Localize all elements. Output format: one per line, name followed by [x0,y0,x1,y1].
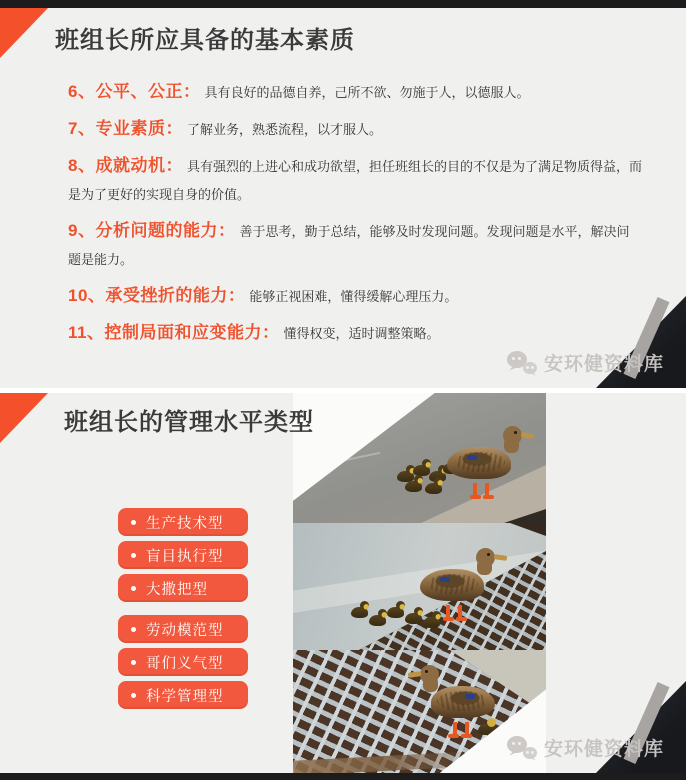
list-item [68,217,642,274]
type-button-label: 大撒把型 [146,581,208,598]
wechat-icon [507,351,537,375]
item-number-label: 10、承受挫折的能力： [68,286,246,305]
item-number-label: 7、专业素质： [68,119,183,138]
photo-duck-family-at-grate [293,523,546,650]
type-button-label: 生产技术型 [146,515,224,532]
accent-triangle-icon [0,393,48,443]
bullet-dot-icon [131,586,136,591]
slide1-title: 班组长所应具备的基本素质 [55,27,355,54]
type-button-model-worker[interactable] [118,615,248,643]
bullet-dot-icon [131,693,136,698]
type-button-buddy-loyalty[interactable] [118,648,248,676]
watermark [507,349,664,376]
top-border-bar [0,0,686,8]
item-text: 具有强烈的上进心和成功欲望，担任班组长的目的不仅是为了满足物质得益，而是为了更好的实现自身的价值。 [68,159,642,202]
type-button-production-tech[interactable] [118,508,248,536]
accent-triangle-icon [0,8,48,58]
item-text: 了解业务，熟悉流程，以才服人。 [186,122,382,137]
duck-photo-column [293,393,546,773]
duckling-figure [425,479,442,494]
bullet-dot-icon [131,627,136,632]
type-button-label: 劳动模范型 [146,622,224,639]
item-number-label: 9、分析问题的能力： [68,221,236,240]
type-button-label: 盲目执行型 [146,548,224,565]
quality-item-list [68,78,642,356]
type-button-list [118,508,248,714]
item-text: 懂得权变，适时调整策略。 [283,326,440,341]
duckling-figure [405,477,422,492]
list-item [68,115,642,144]
item-number-label: 6、公平、公正： [68,82,201,101]
bullet-dot-icon [131,520,136,525]
item-text: 善于思考，勤于总结，能够及时发现问题。发现问题是水平，解决问题是能力。 [68,224,630,267]
duckling-figure [351,603,368,618]
type-button-blind-execution[interactable] [118,541,248,569]
item-text: 能够正视困难，懂得缓解心理压力。 [249,289,458,304]
item-number-label: 8、成就动机： [68,156,183,175]
item-number-label: 11、控制局面和应变能力： [68,323,280,342]
list-item [68,282,642,311]
item-text: 具有良好的品德自养，己所不欲、勿施于人，以德服人。 [204,85,530,100]
type-button-label: 科学管理型 [146,688,224,705]
bullet-dot-icon [131,660,136,665]
list-item [68,152,642,209]
mother-duck-figure [418,547,504,621]
bullet-dot-icon [131,553,136,558]
type-button-label: 哥们义气型 [146,655,224,672]
watermark-text: 安环健资料库 [543,354,664,375]
photo-duck-family-crossing [293,393,546,523]
duckling-figure [369,611,386,626]
bottom-border-bar [0,773,686,780]
wechat-icon [507,736,537,760]
mother-duck-figure [445,425,531,499]
slide2-title: 班组长的管理水平类型 [64,409,314,436]
watermark-text: 安环健资料库 [543,739,664,760]
type-button-scientific-management[interactable] [118,681,248,709]
watermark [507,734,664,761]
list-item [68,78,642,107]
slide-basic-qualities [0,8,686,388]
list-item [68,319,642,348]
duckling-figure [413,461,430,476]
type-button-hands-off[interactable] [118,574,248,602]
slide-management-types [0,393,686,773]
duckling-figure [387,603,404,618]
